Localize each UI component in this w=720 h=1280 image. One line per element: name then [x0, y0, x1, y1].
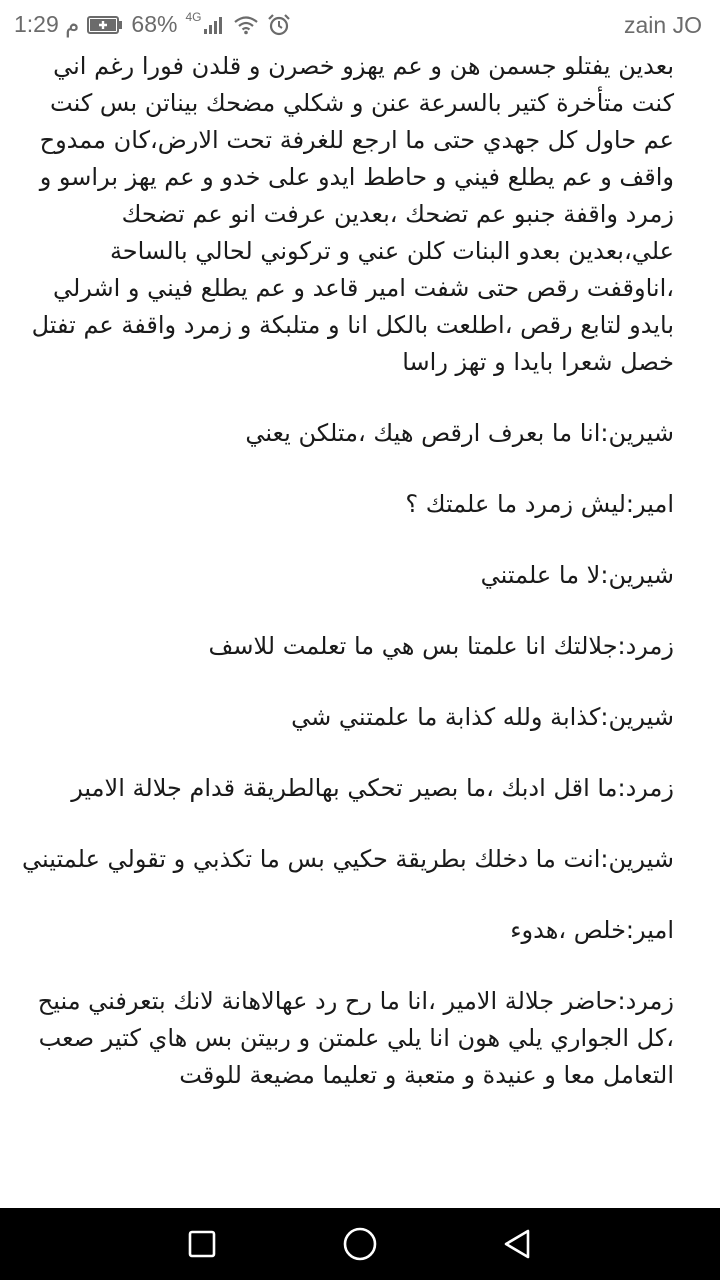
- dialogue-line: شيرين:انا ما بعرف ارقص هيك ،متلكن يعني: [245, 419, 674, 447]
- home-icon: [342, 1226, 378, 1262]
- signal-icon: [203, 15, 225, 35]
- recents-icon: [187, 1229, 217, 1259]
- status-left-group: [14, 11, 291, 38]
- status-bar: [0, 0, 720, 50]
- network-type: 4G: [185, 9, 202, 24]
- recents-button[interactable]: [178, 1220, 226, 1268]
- battery-percent: 68%: [131, 11, 178, 37]
- dialogue-line: شيرين:لا ما علمتني: [480, 561, 674, 589]
- wifi-icon: [233, 15, 259, 35]
- alarm-icon: [267, 14, 291, 36]
- story-content[interactable]: [0, 50, 720, 1208]
- home-button[interactable]: [336, 1220, 384, 1268]
- back-icon: [502, 1228, 534, 1260]
- navigation-bar: [0, 1208, 720, 1280]
- carrier-name: zain JO: [624, 12, 702, 38]
- back-button[interactable]: [494, 1220, 542, 1268]
- status-time: 1:29 م: [14, 11, 80, 37]
- dialogue-line: شيرين:كذابة ولله كذابة ما علمتني شي: [291, 703, 674, 731]
- battery-icon: [87, 15, 123, 35]
- dialogue-line: امير:ليش زمرد ما علمتك ؟: [405, 490, 674, 518]
- dialogue-line: امير:خلص ،هدوء: [510, 916, 674, 944]
- dialogue-line: زمرد:جلالتك انا علمتا بس هي ما تعلمت للاسف: [208, 632, 674, 660]
- story-paragraph: بعدين يفتلو جسمن هن و عم يهزو خصرن و قلدن فورا رغم اني كنت متأخرة كتير بالسرعة عنن و شكلي مضحك بيناتن بس كنت عم حاول كل جهدي حتى ما ارجع للغرفة تحت الارض،كان ممدوح واقف و عم يطلع فيني و حاطط ايدو على خدو و عم يهز براسو و زمرد واقفة جنبو عم تضحك ،بعدين عرفت انو عم تضحك علي،بعدين بعدو البنات كلن عني و تركوني لحالي بالساحة ،اناوقفت رقص حتى شفت امير قاعد و عم يطلع فيني و اشرلي بايدو لتابع رقص ،اطلعت بالكل انا و متلبكة و زمرد واقفة عم تفتل خصل شعرا بايدا و تهز راسا: [31, 52, 674, 376]
- dialogue-line: زمرد:ما اقل ادبك ،ما بصير تحكي بهالطريقة قدام جلالة الامير: [71, 774, 674, 802]
- dialogue-line: شيرين:انت ما دخلك بطريقة حكيي بس ما تكذبي و تقولي علمتيني: [22, 845, 674, 873]
- dialogue-line: زمرد:حاضر جلالة الامير ،انا ما رح رد عهالاهانة لانك بتعرفني منيح ،كل الجواري يلي هون انا يلي علمتن و ربيتن بس هاي كتير صعب التعامل معا و عنيدة و متعبة و تعليما مضيعة للوقت: [37, 987, 674, 1089]
